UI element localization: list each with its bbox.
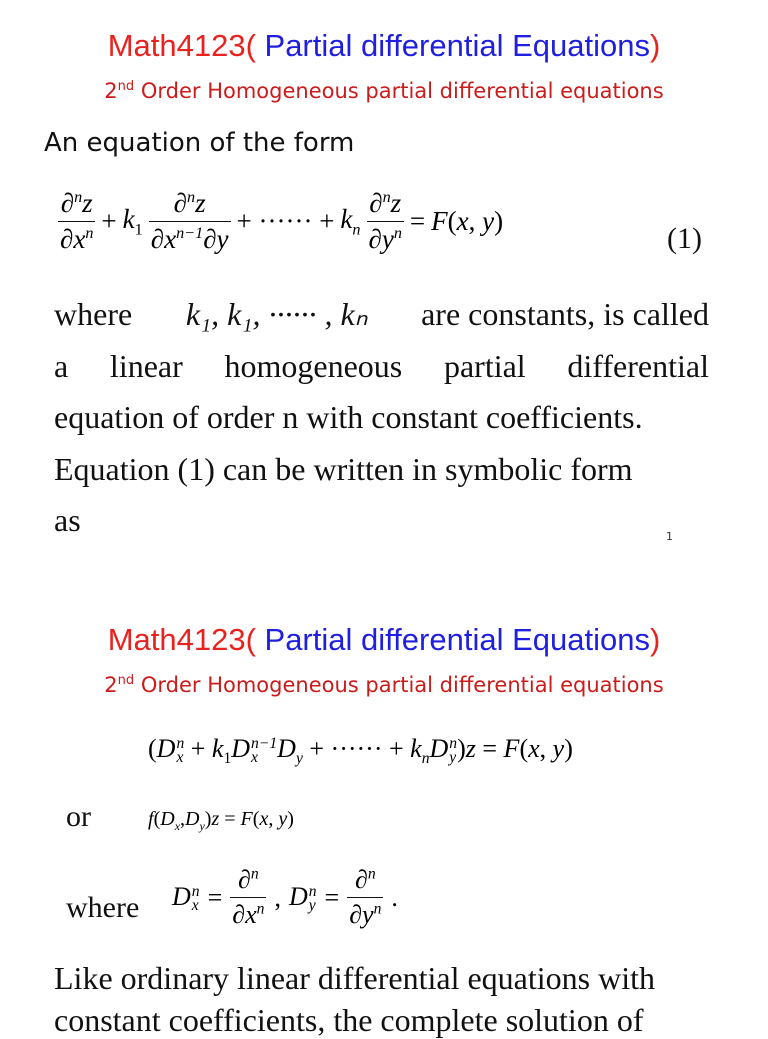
text: Equation (1) can be written in symbolic form xyxy=(54,450,633,487)
subtitle-ordinal: 2 xyxy=(104,79,118,103)
body-line xyxy=(54,495,709,547)
equation-1: $\frac{\partial^nz}{\partial x^n}$ + $k_1$ $\frac{\partial^nz}{\partial x^{n-1}\partial y}$ + ······ + $k_n$ $\frac{\partial^nz}{\partial y^n}$ = F(x, y) xyxy=(60,188,504,254)
slide-subtitle xyxy=(0,673,768,697)
body-paragraph xyxy=(54,289,709,547)
symbolic-equation: (D n x + $k_1D$ n−1 x $D_y$ + ······ + $k_nD$ n y )z = F(x, y) xyxy=(148,734,573,768)
title-topic: Partial differential Equations xyxy=(255,28,650,63)
subtitle-sup: nd xyxy=(117,79,135,94)
subtitle-sup: nd xyxy=(117,673,135,688)
slide-2 xyxy=(0,595,768,1038)
intro-text: An equation of the form xyxy=(44,128,355,158)
title-close-paren: ) xyxy=(649,622,661,657)
body-line xyxy=(54,289,709,341)
operator-definitions: D n x = $\frac{\partial^n}{\partial x^n}$ , D n y = $\frac{\partial^n}{\partial y^n}$ . xyxy=(172,865,398,929)
word: partial xyxy=(443,347,526,384)
footer-text-line-2: constant coefficients, the complete solution of xyxy=(54,1002,644,1038)
slide-title xyxy=(0,622,768,658)
word: linear xyxy=(109,347,183,384)
title-course-code: Math4123( xyxy=(107,28,256,63)
where-label: where xyxy=(66,891,140,924)
slide-subtitle xyxy=(0,79,768,103)
word: a xyxy=(54,347,69,384)
text: as xyxy=(54,502,81,538)
word: homogeneous xyxy=(224,347,403,384)
footer-text-line-1: Like ordinary linear differential equations with xyxy=(54,960,655,996)
title-topic: Partial differential Equations xyxy=(255,622,650,657)
word: differential xyxy=(567,347,709,384)
or-label: or xyxy=(66,800,91,833)
constants-list: k₁, k₁, ······ , kₙ xyxy=(185,296,368,332)
page-number: 1 xyxy=(666,530,673,543)
equation-number: (1) xyxy=(667,222,702,255)
title-course-code: Math4123( xyxy=(107,622,256,657)
subtitle-ordinal: 2 xyxy=(104,673,118,697)
body-line xyxy=(54,341,709,393)
slide-title xyxy=(0,28,768,64)
subtitle-text: Order Homogeneous partial differential equations xyxy=(134,79,664,103)
text: equation of order n with constant coefficients. xyxy=(54,399,643,435)
function-equation: $f(D_x,D_y)z = F(x$, y) xyxy=(148,808,294,833)
subtitle-text: Order Homogeneous partial differential equations xyxy=(134,673,664,697)
word: are constants, is called xyxy=(421,296,709,332)
body-line xyxy=(54,392,709,444)
title-close-paren: ) xyxy=(649,28,661,63)
body-line xyxy=(54,444,709,496)
word: where xyxy=(54,296,133,332)
